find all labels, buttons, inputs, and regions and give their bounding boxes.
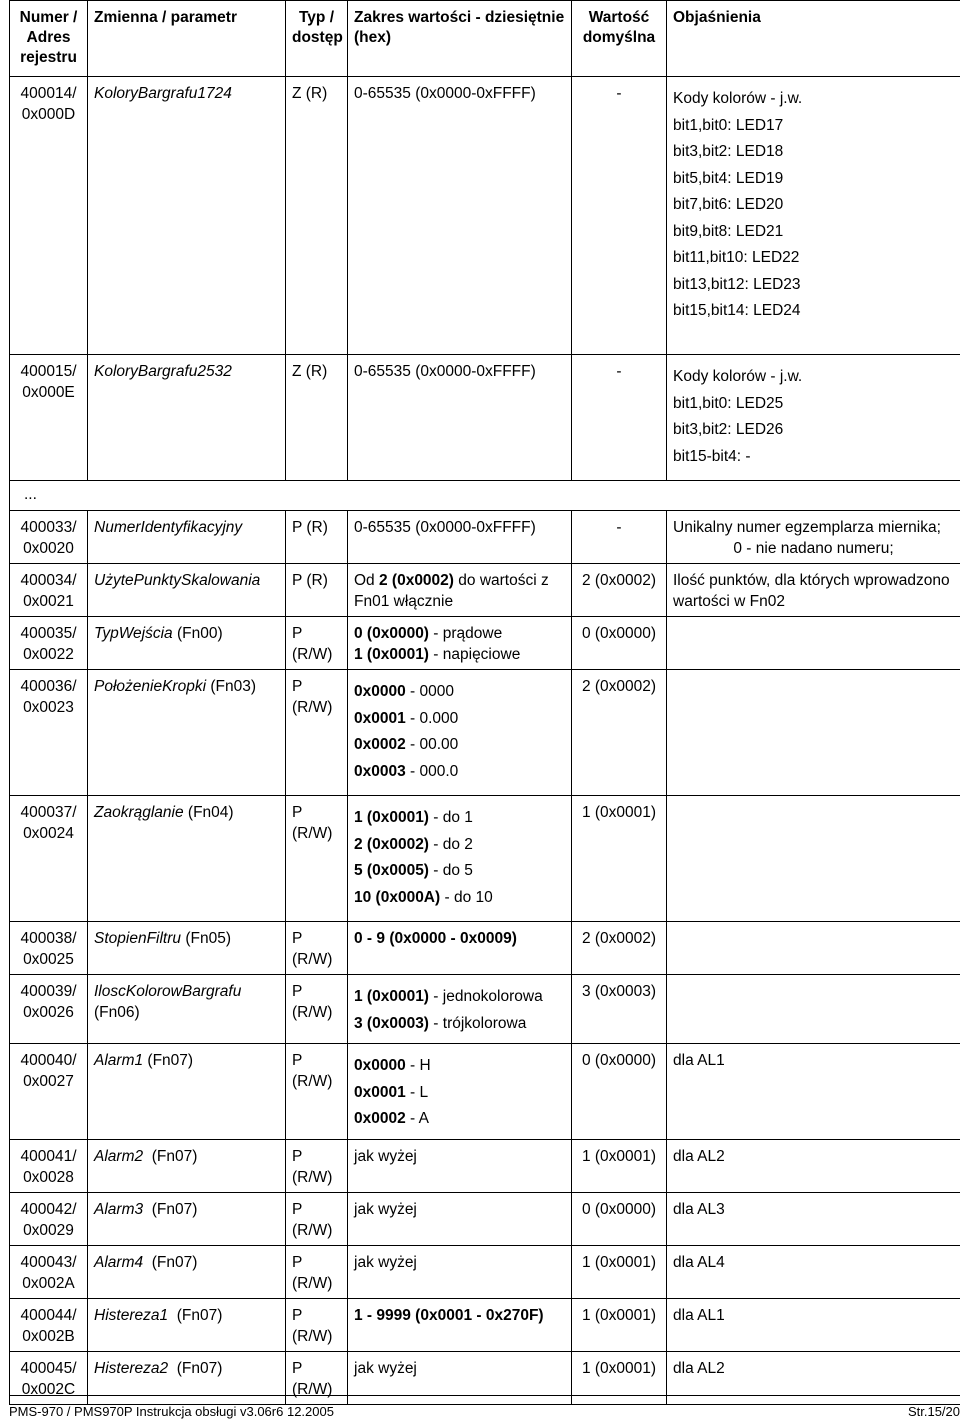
table-row <box>10 355 960 481</box>
addr-dec: 400036/ <box>20 678 77 695</box>
param-type: P (R/W) <box>286 670 348 796</box>
addr-hex: 0x0025 <box>23 951 74 968</box>
desc-line: bit15,bit14: LED24 <box>673 302 801 319</box>
range-option: 10 (0x000A) - do 10 <box>354 888 493 906</box>
table-row <box>10 1298 960 1351</box>
addr-dec: 400033/ <box>20 519 77 536</box>
param-name: Alarm1 <box>94 1052 144 1069</box>
param-name: Histereza1 <box>94 1306 169 1324</box>
param-default: 0 (0x0000) <box>572 1192 667 1245</box>
param-default: 3 (0x0003) <box>572 975 667 1044</box>
addr-hex: 0x0023 <box>23 699 74 716</box>
param-desc: dla AL4 <box>667 1245 960 1298</box>
addr-hex: 0x0024 <box>23 825 74 842</box>
param-name: Histereza2 <box>94 1359 169 1377</box>
range-option: 1 (0x0001) - do 1 <box>354 809 473 826</box>
desc-line: bit3,bit2: LED18 <box>673 143 784 160</box>
header-row <box>10 1 960 77</box>
range-option: 0x0001 - L <box>354 1083 429 1101</box>
table-row <box>10 1192 960 1245</box>
addr-dec: 400044/ <box>20 1306 77 1324</box>
table-row <box>10 670 960 796</box>
param-fn: (Fn07) <box>168 1359 223 1377</box>
param-default: - <box>572 77 667 355</box>
table-row <box>10 922 960 975</box>
table-row <box>10 481 960 511</box>
desc-line: Kody kolorów - j.w. <box>673 368 803 385</box>
param-fn: (Fn00) <box>172 625 223 642</box>
param-default: 1 (0x0001) <box>572 796 667 922</box>
addr-hex: 0x0028 <box>23 1168 74 1186</box>
addr-hex: 0x0020 <box>23 540 74 557</box>
range-option: 0 (0x0000) - prądowe <box>354 625 503 642</box>
addr-dec: 400045/ <box>20 1359 77 1377</box>
range-option: 2 (0x0002) - do 2 <box>354 835 473 853</box>
range-option: 5 (0x0005) - do 5 <box>354 862 473 879</box>
param-desc: Ilość punktów, dla których wprowadzono wartości w Fn02 <box>667 564 960 617</box>
range-text: Od <box>354 572 379 589</box>
param-range: 1 - 9999 (0x0001 - 0x270F) <box>348 1298 572 1351</box>
addr-hex: 0x000E <box>22 384 75 401</box>
register-table <box>9 0 960 1405</box>
range-option: 0x0000 - 0000 <box>354 683 454 700</box>
desc-line: bit3,bit2: LED26 <box>673 421 784 438</box>
addr-hex: 0x0021 <box>23 593 74 610</box>
addr-hex: 0x0022 <box>23 646 74 663</box>
param-name: Alarm4 <box>94 1253 144 1271</box>
param-type: P (R/W) <box>286 922 348 975</box>
range-value: 2 (0x0002) <box>378 572 454 589</box>
param-default: 1 (0x0001) <box>572 1298 667 1351</box>
table-row <box>10 1245 960 1298</box>
table-row <box>10 1139 960 1192</box>
param-range: 0 - 9 (0x0000 - 0x0009) <box>348 922 572 975</box>
addr-dec: 400041/ <box>20 1147 77 1165</box>
param-default: 1 (0x0001) <box>572 1139 667 1192</box>
range-option: 0x0000 - H <box>354 1057 431 1074</box>
param-name: StopienFiltru <box>94 930 182 947</box>
param-type: P (R/W) <box>286 796 348 922</box>
param-fn: (Fn07) <box>143 1200 198 1218</box>
addr-dec: 400042/ <box>20 1200 77 1218</box>
table-row <box>10 77 960 355</box>
desc-line: bit15-bit4: - <box>673 447 751 465</box>
desc-line: 0 - nie nadano numeru; <box>733 540 894 557</box>
param-range: 0-65535 (0x0000-0xFFFF) <box>348 355 572 481</box>
range-option: 0x0001 - 0.000 <box>354 709 459 727</box>
addr-dec: 400035/ <box>20 625 77 642</box>
footer-page-number: Str.15/20 <box>907 1404 960 1419</box>
param-range: jak wyżej <box>348 1192 572 1245</box>
addr-dec: 400038/ <box>20 930 77 947</box>
param-desc: dla AL3 <box>667 1192 960 1245</box>
param-type: P (R/W) <box>286 1298 348 1351</box>
table-row <box>10 511 960 564</box>
addr-dec: 400037/ <box>20 804 77 821</box>
param-fn: (Fn07) <box>143 1147 198 1165</box>
desc-line: bit1,bit0: LED25 <box>673 394 784 412</box>
desc-line: bit7,bit6: LED20 <box>673 196 784 213</box>
addr-dec: 400014/ <box>20 85 77 102</box>
addr-hex: 0x002A <box>22 1274 75 1292</box>
param-type: P (R/W) <box>286 975 348 1044</box>
param-default: - <box>572 355 667 481</box>
param-fn: (Fn07) <box>143 1253 198 1271</box>
addr-dec: 400040/ <box>20 1052 77 1069</box>
param-fn: (Fn07) <box>168 1306 223 1324</box>
param-fn: (Fn03) <box>206 678 256 695</box>
param-fn: (Fn05) <box>181 930 231 947</box>
param-name: KoloryBargrafu1724 <box>94 85 232 102</box>
param-type: P (R) <box>286 564 348 617</box>
addr-hex: 0x002B <box>22 1327 75 1345</box>
param-name: KoloryBargrafu2532 <box>94 363 232 380</box>
header-range: Zakres wartości - dziesiętnie (hex) <box>348 1 572 77</box>
param-default: 2 (0x0002) <box>572 670 667 796</box>
param-name: NumerIdentyfikacyjny <box>94 519 243 536</box>
param-default: 2 (0x0002) <box>572 564 667 617</box>
param-type: P (R/W) <box>286 1139 348 1192</box>
param-type: P (R/W) <box>286 1044 348 1140</box>
param-name: UżytePunktySkalowania <box>94 572 261 589</box>
range-option: 0x0002 - A <box>354 1110 429 1127</box>
addr-hex: 0x0026 <box>23 1004 74 1021</box>
footer-doc-info: PMS-970 / PMS970P Instrukcja obsługi v3.06r6 12.2005 <box>9 1404 334 1419</box>
param-desc: dla AL2 <box>667 1139 960 1192</box>
param-default: 1 (0x0001) <box>572 1245 667 1298</box>
addr-hex: 0x002C <box>21 1380 76 1398</box>
ellipsis: ... <box>10 481 960 511</box>
desc-line: bit5,bit4: LED19 <box>673 169 784 187</box>
header-type: Typ / dostęp <box>286 1 348 77</box>
header-desc: Objaśnienia <box>667 1 960 77</box>
desc-line: bit11,bit10: LED22 <box>673 249 800 266</box>
desc-line: bit9,bit8: LED21 <box>673 222 784 240</box>
range-option: 1 (0x0001) - napięciowe <box>354 646 521 663</box>
param-desc: dla AL2 <box>667 1351 960 1404</box>
range-option: 0x0003 - 000.0 <box>354 762 459 780</box>
range-option: 0x0002 - 00.00 <box>354 736 459 753</box>
param-desc: dla AL1 <box>667 1044 960 1140</box>
page-footer <box>9 1395 960 1419</box>
param-default: 2 (0x0002) <box>572 922 667 975</box>
addr-hex: 0x0029 <box>23 1221 74 1239</box>
desc-line: bit13,bit12: LED23 <box>673 275 801 293</box>
desc-line: Kody kolorów - j.w. <box>673 90 803 107</box>
desc-line: bit1,bit0: LED17 <box>673 116 784 134</box>
param-name: Alarm2 <box>94 1147 144 1165</box>
param-type: P (R/W) <box>286 1192 348 1245</box>
param-default: 0 (0x0000) <box>572 617 667 670</box>
param-range: jak wyżej <box>348 1139 572 1192</box>
range-text: do wartości z Fn01 włącznie <box>354 572 549 610</box>
param-range: jak wyżej <box>348 1245 572 1298</box>
addr-dec: 400015/ <box>20 363 77 380</box>
param-name: IloscKolorowBargrafu <box>94 983 242 1000</box>
table-row <box>10 975 960 1044</box>
table-row <box>10 1044 960 1140</box>
param-default: 0 (0x0000) <box>572 1044 667 1140</box>
param-default: - <box>572 511 667 564</box>
range-option: 1 (0x0001) - jednokolorowa <box>354 988 543 1005</box>
param-type: P (R/W) <box>286 1245 348 1298</box>
param-fn: (Fn07) <box>143 1052 194 1069</box>
table-row <box>10 564 960 617</box>
param-range: jak wyżej <box>348 1351 572 1404</box>
param-name: TypWejścia <box>94 625 173 642</box>
param-fn: (Fn04) <box>183 804 234 821</box>
addr-dec: 400034/ <box>20 572 77 589</box>
param-type: P (R) <box>286 511 348 564</box>
table-row <box>10 796 960 922</box>
addr-hex: 0x0027 <box>23 1073 74 1090</box>
header-name: Zmienna / parametr <box>88 1 286 77</box>
range-option: 3 (0x0003) - trójkolorowa <box>354 1014 527 1032</box>
desc-line: Unikalny numer egzemplarza miernika; <box>673 519 941 536</box>
param-type: Z (R) <box>286 355 348 481</box>
param-type: P (R/W) <box>286 1351 348 1404</box>
param-name: PołożenieKropki <box>94 678 207 695</box>
param-range: 0-65535 (0x0000-0xFFFF) <box>348 77 572 355</box>
param-desc: dla AL1 <box>667 1298 960 1351</box>
param-type: Z (R) <box>286 77 348 355</box>
param-name: Alarm3 <box>94 1200 144 1218</box>
addr-dec: 400039/ <box>20 983 77 1000</box>
param-default: 1 (0x0001) <box>572 1351 667 1404</box>
header-addr: Numer / Adres rejestru <box>10 1 88 77</box>
header-default: Wartość domyślna <box>572 1 667 77</box>
param-type: P (R/W) <box>286 617 348 670</box>
addr-dec: 400043/ <box>20 1253 77 1271</box>
param-name: Zaokrąglanie <box>94 804 184 821</box>
param-fn: (Fn06) <box>94 1004 140 1021</box>
table-row <box>10 617 960 670</box>
param-range: 0-65535 (0x0000-0xFFFF) <box>348 511 572 564</box>
addr-hex: 0x000D <box>21 106 76 123</box>
